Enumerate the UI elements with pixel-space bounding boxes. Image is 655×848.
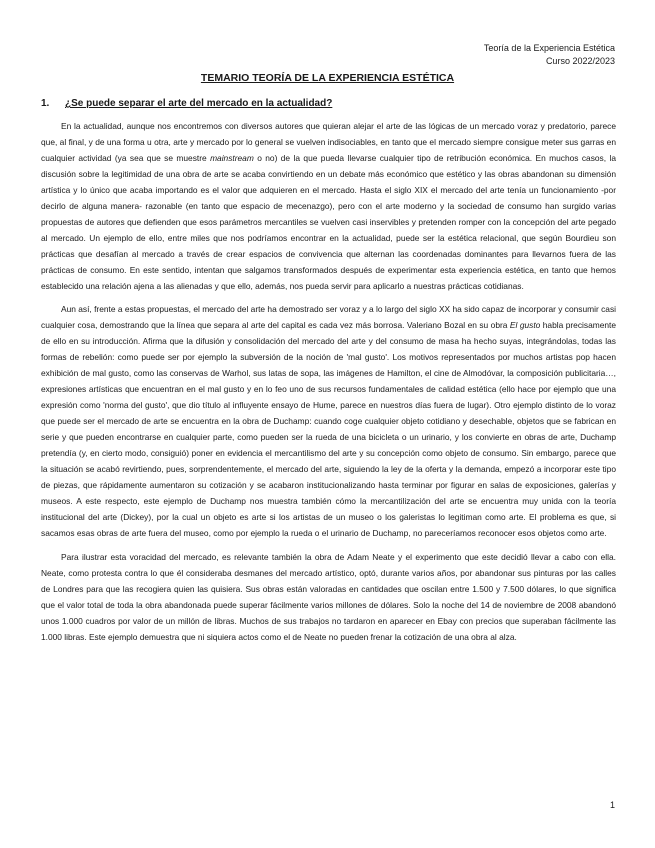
paragraph-text: Aun así, frente a estas propuestas, el mercado del arte ha demostrado ser voraz y a lo largo del siglo XX ha sido capaz de incorporar y consumir casi cualquier cosa, demostrando que la línea que separa al arte del capital es cada vez más borrosa. Valeriano Bozal en su obra <box>41 304 616 331</box>
italic-term: mainstream <box>210 152 254 163</box>
course-year: Curso 2022/2023 <box>545 56 615 66</box>
paragraph <box>41 302 616 541</box>
section-heading <box>41 98 332 109</box>
section-number: 1. <box>41 98 50 109</box>
paragraph-text: o no) de la que pueda llevarse cualquier tipo de retribución económica. En muchos casos, la discusión sobre la legitimidad de una obra de arte se acaba convirtiendo en un debate más económico que estético y las obras abandonan su dimensión artística y lo único que acaba importando es el valor que adquieren en el mercado. Hasta el siglo XIX el mercado del arte tenía un funcionamiento -por decirlo de alguna manera- razonable (en tanto que espacio de mecenazgo), pero con el arte moderno y la sociedad de consumo han surgido varias propuestas de autores que defienden que esos parámetros mercantiles se vuelven casi inservibles y pretenden romper con la concepción del arte pegado al mercado. Un ejemplo de ello, entre miles que nos podríamos encontrar en la actualidad, puede ser la estética relacional, que según Bourdieu son prácticas que desafían al mercado a través de crear espacios de convivencia que alternan las coordenadas dominantes para llevarnos fuera de las prácticas de consumo. En este sentido, intentan que salgamos transformados después de experimentar esta experiencia estética, en tanto que hemos establecido una relación ajena a las alienadas y que ello, además, nos pueda servir para aplicarlo a nuestras prácticas cotidianas. <box>41 152 616 291</box>
book-title: El gusto <box>509 320 541 331</box>
document-title: TEMARIO TEORÍA DE LA EXPERIENCIA ESTÉTICA <box>200 72 455 84</box>
document-body <box>41 119 616 654</box>
paragraph <box>41 550 616 646</box>
paragraph-text: habla precisamente de ello en su introducción. Afirma que la difusión y consolidación del mercado del arte y del consumo de masa ha hecho suyas, integrándolas, todas las formas de rebelión: como puede ser por ejemplo la subversión de la noción de 'mal gusto'. Los motivos representados por muchos artistas pop hacen exhibición de mal gusto, como las conservas de Warhol, sus latas de sopa, las imágenes de Hamilton, el cine de Almodóvar, la composición publicitaria…, expresiones artísticas que encuentran en el mal gusto y en lo feo uno de sus recursos fundamentales de calidad estética (ello hace por ejemplo que una expresión como 'norma del gusto', que dio título al influyente ensayo de Hume, parece en nuestros días fuera de lugar). Otro ejemplo distinto de lo voraz que puede ser el mercado de arte se encuentra en la obra de Duchamp: cuando coge cualquier objeto cotidiano y desechable, objetos que se fabrican en serie y que pueden encontrarse en cualquier parte, como pueden ser la rueda de una bicicleta o un urinario, y los convierte en obras de arte, Duchamp pretendía (y, en cierto modo, consiguió) poner en evidencia el mercantilismo del arte y su concepción como objeto de consumo. Sin embargo, parece que la situación se acabó revirtiendo, pues, sorprendentemente, el mercado del arte, siguiendo la ley de la oferta y la demanda, empezó a incorporar este tipo de piezas, que rápidamente aumentaron su cotización y se acabaron institucionalizando hasta terminar por figurar en salas de exposiciones, galerías y museos. A este respecto, este ejemplo de Duchamp nos muestra también cómo la mercantilización del arte se encuentra muy unida con la teoría institucional del arte (Dickey), por la cual un objeto es arte si los artistas de un museo o los galeristas lo legitiman como arte. El problema es que, si sacamos esas obras de arte fuera del museo, como por ejemplo la rueda o el urinario de Duchamp, no pareceríamos reconocer esos objetos como arte. <box>41 320 617 538</box>
section-question: ¿Se puede separar el arte del mercado en la actualidad? <box>65 98 333 109</box>
document-header <box>484 42 615 68</box>
page-number: 1 <box>609 800 615 810</box>
paragraph <box>41 119 616 294</box>
course-title: Teoría de la Experiencia Estética <box>483 43 615 53</box>
paragraph-text: En la actualidad, aunque nos encontremos con diversos autores que quieran alejar el arte de las lógicas de un mercado voraz y predatorio, parece que, al final, y de una forma u otra, arte y mercado por lo general se vuelven indisociables, en tanto que el mercado siempre consigue meter sus garras en cualquier actividad (ya sea que se muestre <box>41 121 616 163</box>
paragraph-text: Para ilustrar esta voracidad del mercado, es relevante también la obra de Adam Neate y el experimento que este decidió llevar a cabo con ella. Neate, como protesta contra lo que él consideraba desmanes del mercado artístico, optó, durante varios años, por abandonar sus pinturas por las calles de Londres para que las recogiera quien las quisiera. Sus obras están valoradas en cantidades que oscilan entre 1.500 y 7.500 dólares, lo que significa que el valor total de toda la obra abandonada puede superar fácilmente varios millones de dólares. Solo la noche del 14 de noviembre de 2008 abandonó unos 1.000 cuadros por valor de un millón de libras. Muchos de sus trabajos no tardaron en aparecer en Ebay con precios que superaban fácilmente las 1.000 libras. Este ejemplo demuestra que ni siquiera actos como el de Neate no pueden frenar la cotización de una obra al alza. <box>41 551 616 642</box>
